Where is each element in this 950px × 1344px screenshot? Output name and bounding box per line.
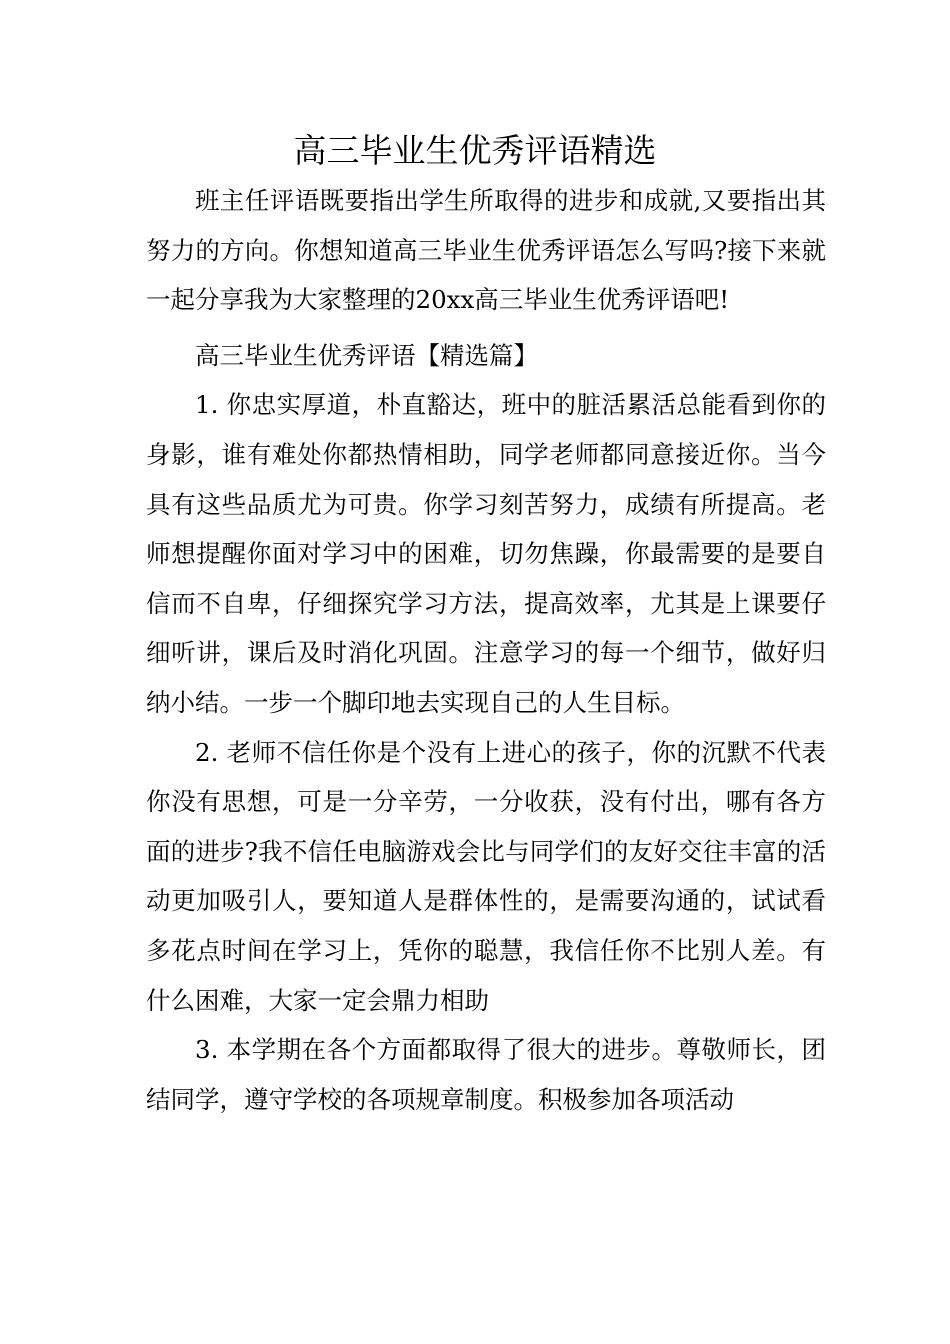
section-heading: 高三毕业生优秀评语【精选篇】 [195, 340, 538, 370]
intro-paragraph: 班主任评语既要指出学生所取得的进步和成就,又要指出其努力的方向。你想知道高三毕业生优秀评语怎么写吗?接下来就一起分享我为大家整理的20xx高三毕业生优秀评语吧! [146, 186, 826, 315]
document-title: 高三毕业生优秀评语精选 [293, 131, 657, 170]
list-item: 2. 老师不信任你是个没有上进心的孩子，你的沉默不代表你没有思想，可是一分辛劳，一分收获，没有付出，哪有各方面的进步?我不信任电脑游戏会比与同学们的友好交往丰富的活动更加吸引人，要知道人是群体性的，是需要沟通的，试试看多花点时间在学习上，凭你的聪慧，我信任你不比别人差。有什么困难，大家一定会鼎力相助 [146, 737, 826, 1015]
list-item: 3. 本学期在各个方面都取得了很大的进步。尊敬师长，团结同学，遵守学校的各项规章制度。积极参加各项活动 [146, 1035, 826, 1114]
list-item: 1. 你忠实厚道，朴直豁达，班中的脏活累活总能看到你的身影，谁有难处你都热情相助，同学老师都同意接近你。当今具有这些品质尤为可贵。你学习刻苦努力，成绩有所提高。老师想提醒你面对学习中的困难，切勿焦躁，你最需要的是要自信而不自卑，仔细探究学习方法，提高效率，尤其是上课要仔细听讲，课后及时消化巩固。注意学习的每一个细节，做好归纳小结。一步一个脚印地去实现自己的人生目标。 [146, 390, 826, 717]
document-body [146, 176, 826, 1124]
